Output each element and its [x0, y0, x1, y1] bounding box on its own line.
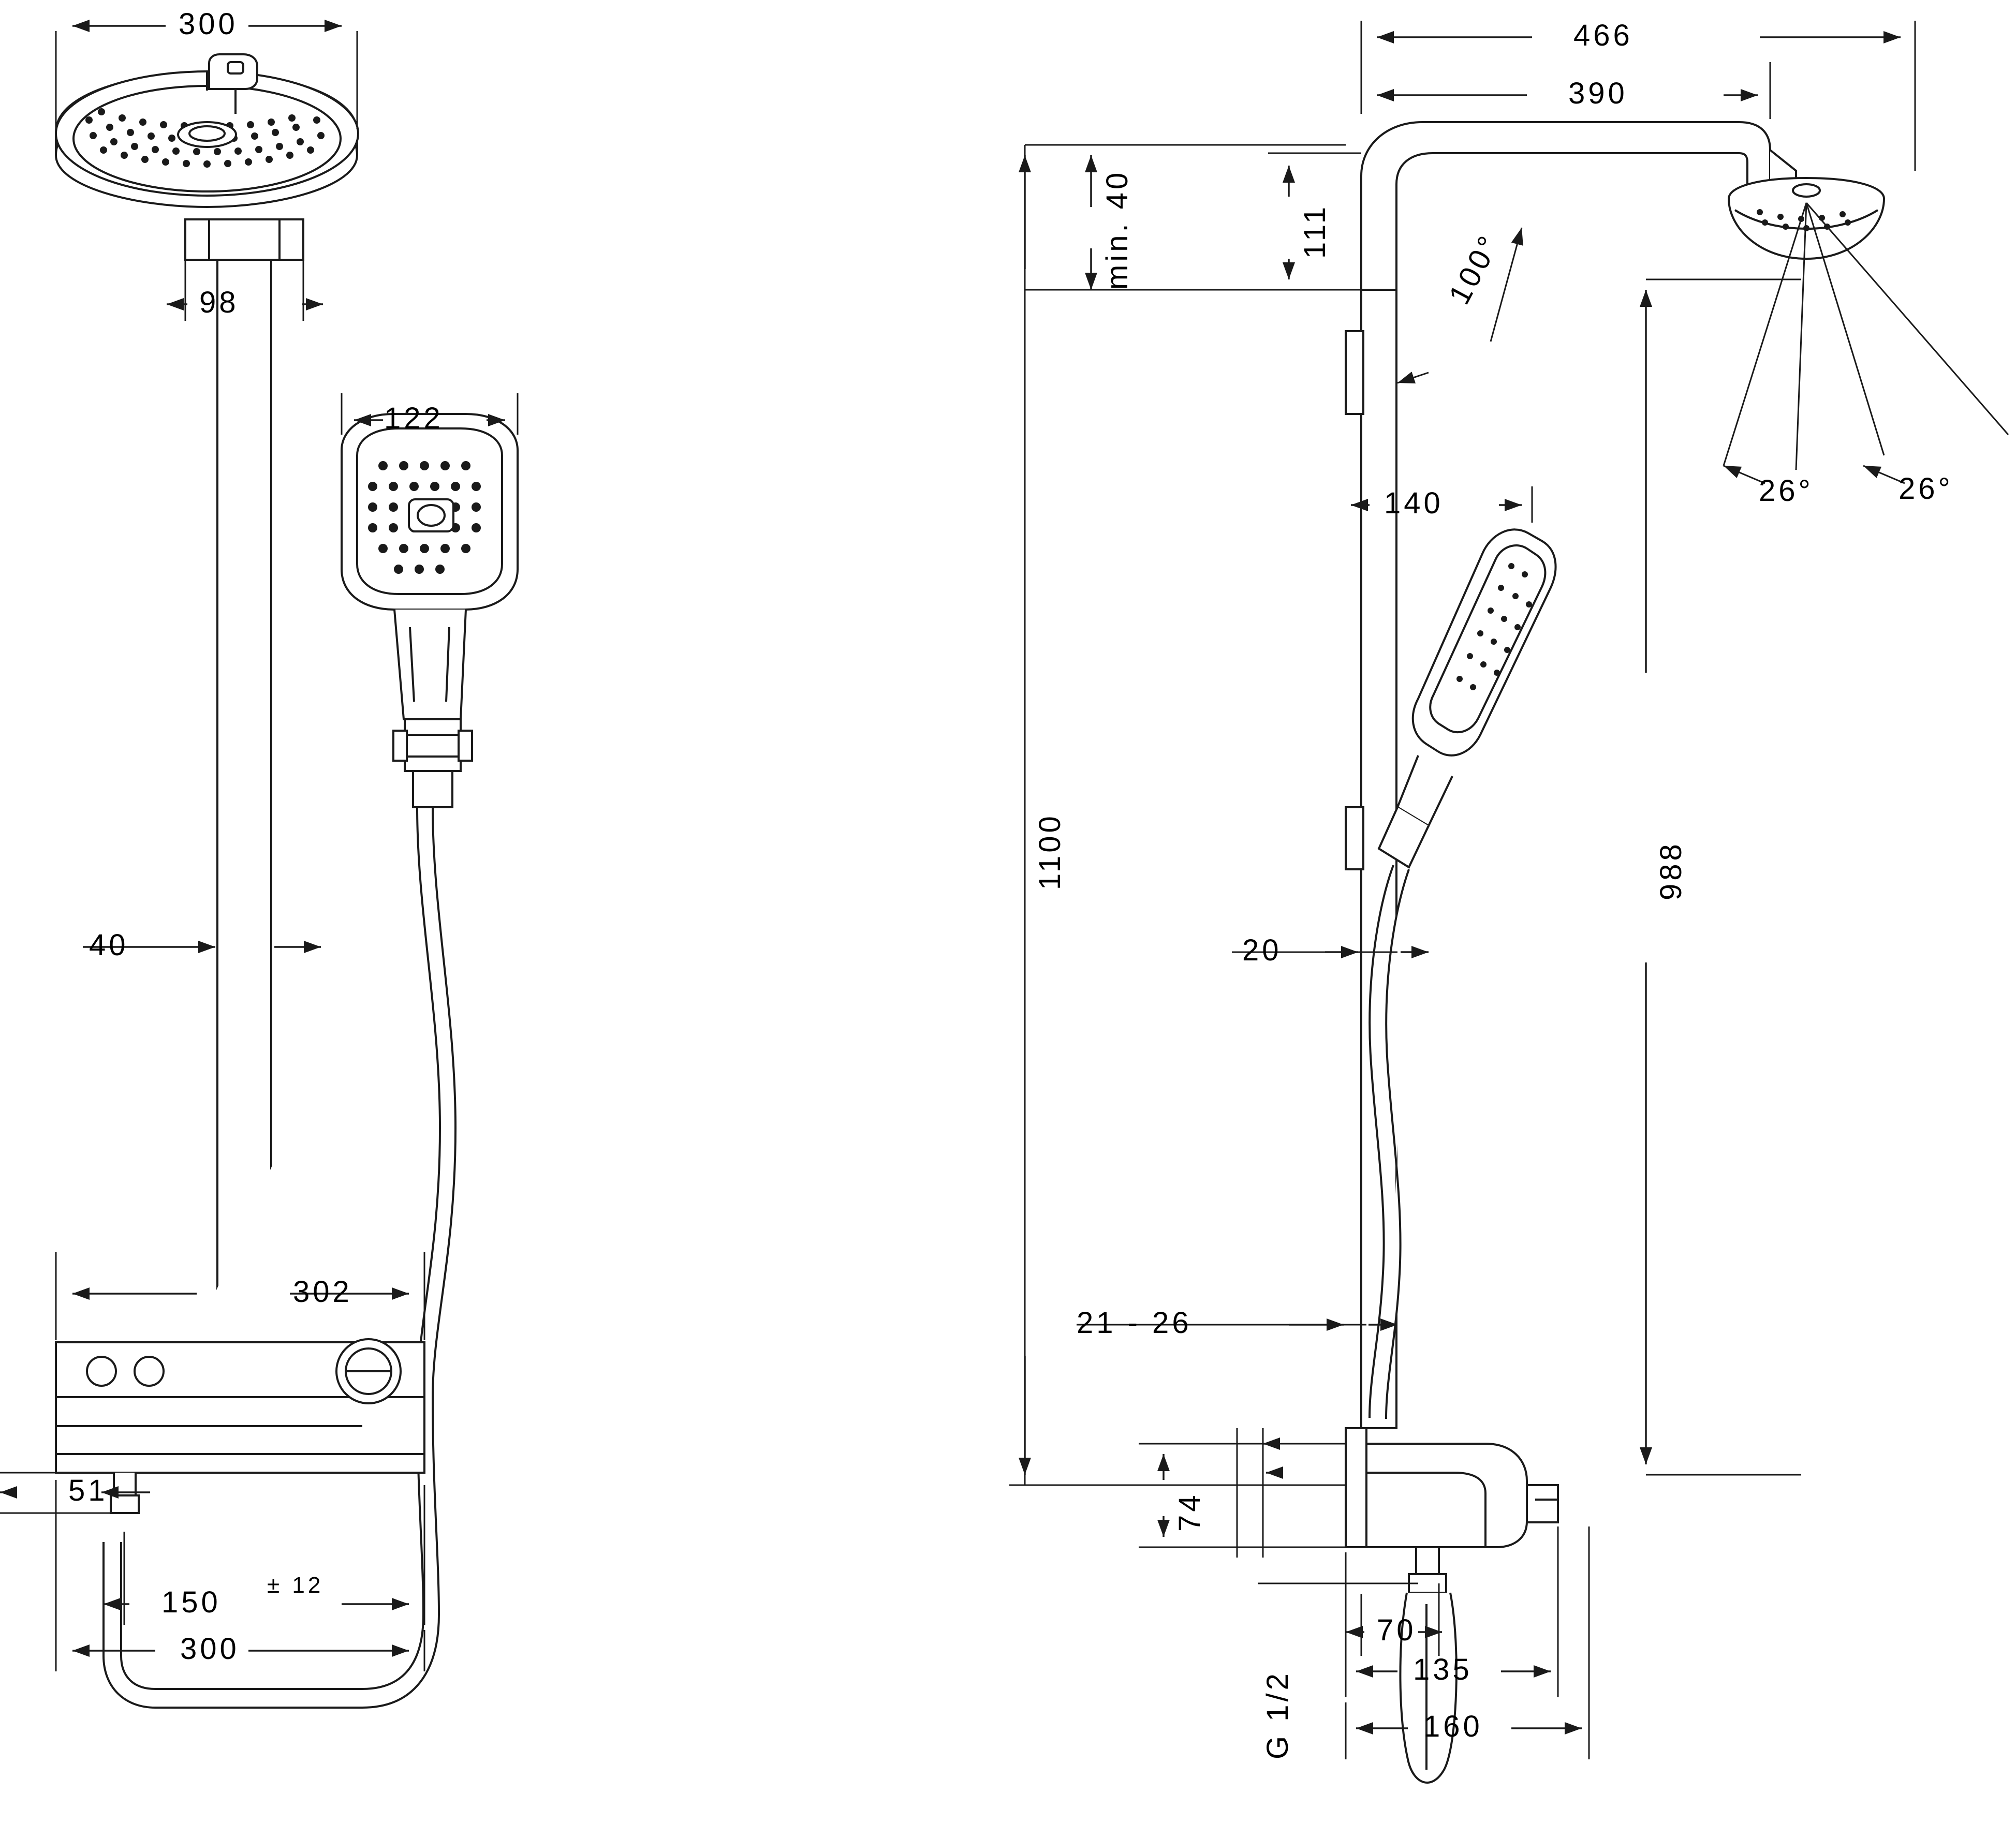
dim-side-135: 135 — [1413, 1653, 1473, 1686]
side-view-geometry — [1346, 122, 2008, 1783]
dim-side-70: 70 — [1377, 1613, 1417, 1647]
front-view-geometry — [56, 54, 518, 1708]
dim-side-111: 111 — [1298, 203, 1332, 259]
dim-side-74: 74 — [1173, 1492, 1206, 1532]
dim-front-122: 122 — [384, 402, 444, 435]
dim-side-26-degree-left: 26° — [1759, 474, 1814, 508]
dim-side-466: 466 — [1573, 19, 1633, 52]
dim-front-40: 40 — [89, 928, 129, 962]
dim-front-98: 98 — [199, 286, 239, 319]
dim-front-300-top: 300 — [179, 7, 238, 41]
dim-front-150-tolerance: ± 12 — [267, 1573, 324, 1598]
dim-front-51: 51 — [68, 1474, 108, 1507]
dim-side-140: 140 — [1384, 486, 1444, 520]
dim-side-1100: 1100 — [1033, 813, 1067, 890]
dim-side-988: 988 — [1654, 841, 1688, 900]
dim-side-26-degree-right: 26° — [1899, 472, 1953, 506]
dim-front-300-bottom: 300 — [180, 1632, 240, 1666]
dim-side-g12: G 1/2 — [1261, 1670, 1294, 1759]
dim-front-150: 150 — [161, 1585, 221, 1619]
dim-side-390: 390 — [1568, 77, 1628, 110]
dim-side-21-26: 21 - 26 — [1077, 1306, 1192, 1340]
dim-front-302: 302 — [293, 1275, 352, 1309]
dim-side-160: 160 — [1423, 1710, 1483, 1743]
dim-side-20: 20 — [1242, 933, 1282, 967]
dim-side-min-40: min. 40 — [1100, 169, 1134, 290]
dim-side-100-degree: 100° — [1442, 228, 1507, 310]
